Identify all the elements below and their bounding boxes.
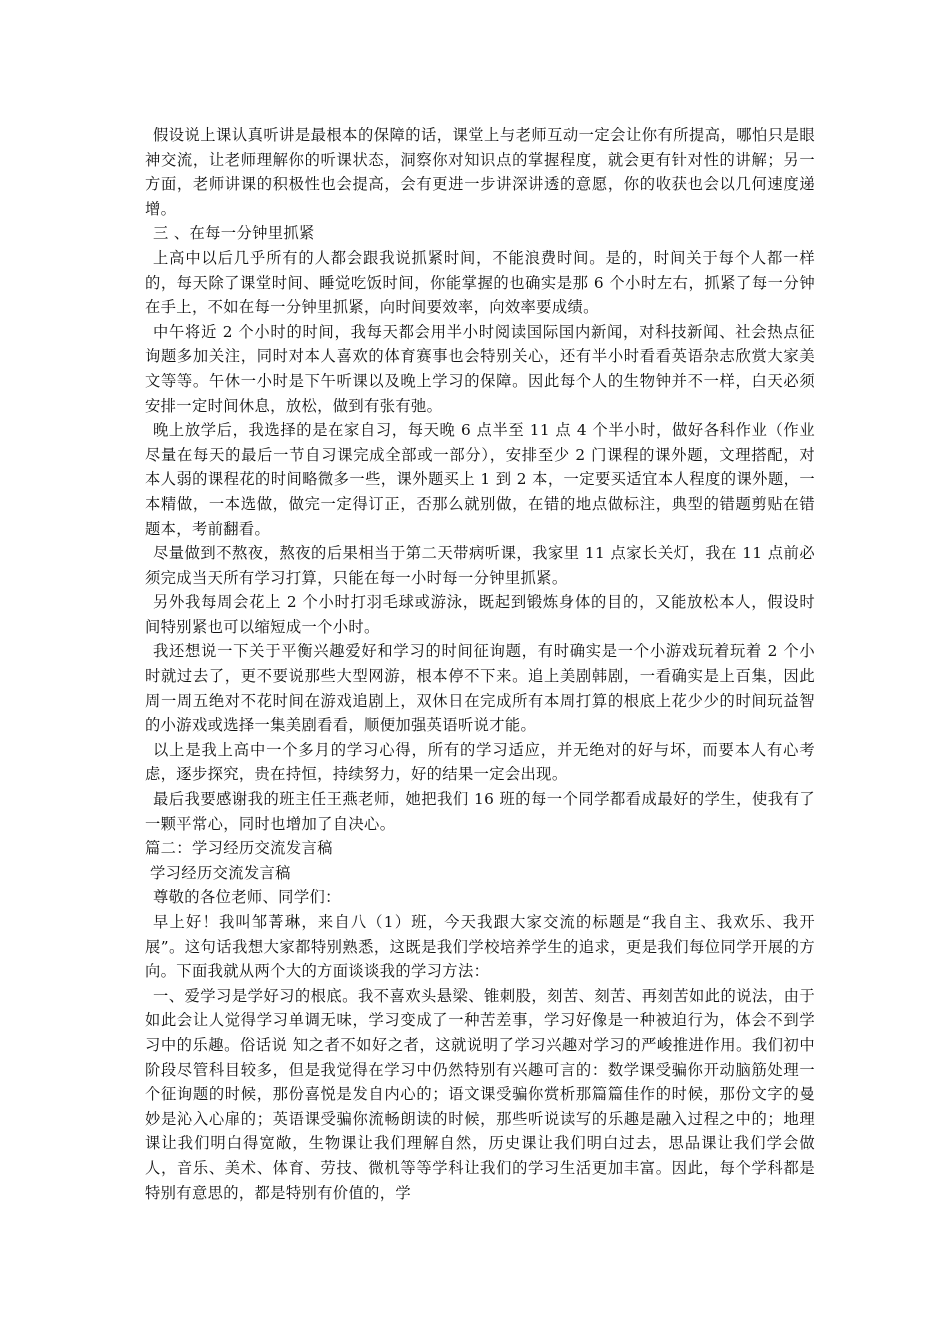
chapter-heading: 篇二：学习经历交流发言稿 bbox=[145, 839, 333, 858]
document-title: 学习经历交流发言稿 bbox=[150, 863, 291, 882]
paragraph: 假设说上课认真听讲是最根本的保障的话，课堂上与老师互动一定会让你有所提高，哪怕只是眼神交流，让老师理解你的听课状态，洞察你对知识点的掌握程度，就会更有针对性的讲解；另一方面，老师讲课的积极性也会提高，会有更进一步讲深讲透的意愿，你的收获也会以几何速度递增。 bbox=[145, 126, 815, 218]
paragraph: 另外我每周会花上 2 个小时打羽毛球或游泳，既起到锻炼身体的目的，又能放松本人，假设时间特别紧也可以缩短成一个小时。 bbox=[145, 593, 815, 636]
paragraph: 尽量做到不熬夜，熬夜的后果相当于第二天带病听课，我家里 11 点家长关灯，我在 11 点前必须完成当天所有学习打算，只能在每一小时每一分钟里抓紧。 bbox=[145, 544, 815, 587]
paragraph: 早上好！我叫邹菁琳，来自八（1）班，今天我跟大家交流的标题是“我自主、我欢乐、我开展”。这句话我想大家都特别熟悉，这既是我们学校培养学生的追求，更是我们每位同学开展的方向。下面我就从两个大的方面谈谈我的学习方法： bbox=[145, 913, 815, 981]
paragraph: 我还想说一下关于平衡兴趣爱好和学习的时间征询题，有时确实是一个小游戏玩着玩着 2 个小时就过去了，更不要说那些大型网游，根本停不下来。追上美剧韩剧，一看确实是上百集，因此周一周五绝对不花时间在游戏追剧上，双休日在完成所有本周打算的根底上花少少的时间玩益智的小游戏或选择一集美剧看看，顺便加强英语听说才能。 bbox=[145, 642, 815, 735]
paragraph: 中午将近 2 个小时的时间，我每天都会用半小时阅读国际国内新闻，对科技新闻、社会热点征询题多加关注，同时对本人喜欢的体育赛事也会特别关心，还有半小时看看英语杂志欣赏大家美文等等。午休一小时是下午听课以及晚上学习的保障。因此每个人的生物钟并不一样，白天必须安排一定时间休息，放松，做到有张有弛。 bbox=[145, 322, 815, 415]
paragraph: 以上是我上高中一个多月的学习心得，所有的学习适应，并无绝对的好与坏，而要本人有心考虑，逐步探究，贵在持恒，持续努力，好的结果一定会出现。 bbox=[145, 740, 815, 784]
paragraph: 最后我要感谢我的班主任王燕老师，她把我们 16 班的每一个同学都看成最好的学生，使我有了一颗平常心，同时也增加了自决心。 bbox=[145, 790, 815, 833]
salutation: 尊敬的各位老师、同学们： bbox=[153, 888, 341, 907]
paragraph: 上高中以后几乎所有的人都会跟我说抓紧时间，不能浪费时间。是的，时间关于每个人都一样的，每天除了课堂时间、睡觉吃饭时间，你能掌握的也确实是那 6 个小时左右，抓紧了每一分钟在手上，不如在每一分钟里抓紧，向时间要效率，向效率要成绩。 bbox=[145, 248, 815, 317]
paragraph: 一、爱学习是学好习的根底。我不喜欢头悬梁、锥刺股，刻苦、刻苦、再刻苦如此的说法，由于如此会让人觉得学习单调无味，学习变成了一种苦差事，学习好像是一种被迫行为，体会不到学习中的乐趣。俗话说 知之者不如好之者，这就说明了学习兴趣对学习的严峻推进作用。我们初中阶段尽管科目较多，但是我觉得在学习中仍然特别有兴趣可言的：数学课受骗你开动脑筋处理一个征询题的时候，那份喜悦是发自内心的；语文课受骗你赏析那篇篇佳作的时候，那份文字的曼妙是沁入心扉的；英语课受骗你流畅朗读的时候，那些听说读写的乐趣是融入过程之中的；地理课让我们明白得宽敞，生物课让我们理解自然，历史课让我们明白过去，思品课让我们学会做人，音乐、美术、体育、劳技、微机等等学科让我们的学习生活更加丰富。因此，每个学科都是特别有意思的，都是特别有价值的，学 bbox=[145, 986, 815, 1202]
document-body bbox=[145, 123, 815, 1205]
paragraph: 晚上放学后，我选择的是在家自习，每天晚 6 点半至 11 点 4 个半小时，做好各科作业（作业尽量在每天的最后一节自习课完成全部或一部分），安排至少 2 门课程的课外题，文理搭配，对本人弱的课程花的时间略微多一些，课外题买上 1 到 2 本，一定要买适宜本人程度的课外题，一本精做，一本选做，做完一定得订正，否那么就别做，在错的地点做标注，典型的错题剪贴在错题本，考前翻看。 bbox=[145, 421, 815, 538]
section-heading: 三 、在每一分钟里抓紧 bbox=[153, 224, 315, 243]
